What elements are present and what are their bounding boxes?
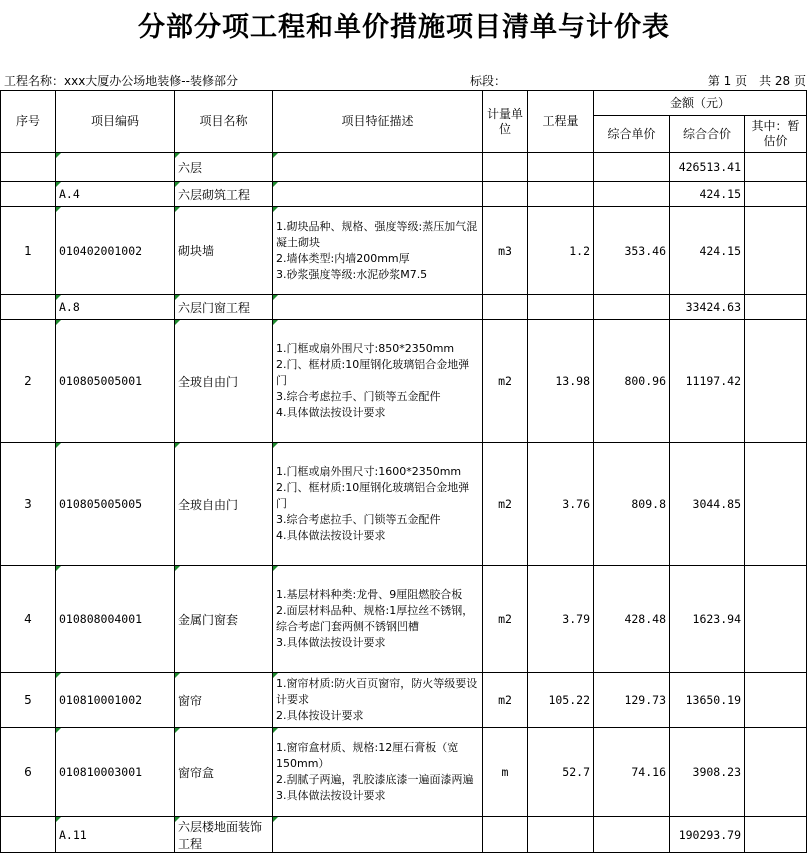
cell-total: 190293.79 <box>670 817 745 853</box>
cell-unit-price <box>594 817 670 853</box>
cell-desc <box>273 295 483 320</box>
table-body <box>1 153 807 853</box>
cell-code: A.11 <box>56 817 175 853</box>
desc-line: 1.门框或扇外围尺寸:850*2350mm <box>276 342 455 355</box>
desc-line: 4.具体做法按设计要求 <box>276 529 386 542</box>
cell-provisional <box>745 566 807 673</box>
cell-unit-price: 800.96 <box>594 320 670 443</box>
cell-unit-price <box>594 182 670 207</box>
table-row <box>1 182 807 207</box>
cell-name: 全玻自由门 <box>175 443 273 566</box>
desc-line: 3.综合考虑拉手、门锁等五金配件 <box>276 513 441 526</box>
cell-provisional <box>745 320 807 443</box>
desc-line: 2.面层材料品种、规格:1厚拉丝不锈钢，综合考虑门套两侧不锈钢凹槽 <box>276 604 474 633</box>
project-name: 工程名称：xxx大厦办公场地装修--装修部分 <box>4 74 238 88</box>
desc-line: 1.门框或扇外围尺寸:1600*2350mm <box>276 465 462 478</box>
header-unit: 计量单位 <box>483 91 528 153</box>
cell-qty: 1.2 <box>528 207 594 295</box>
cell-name: 窗帘盒 <box>175 728 273 817</box>
cell-total: 3044.85 <box>670 443 745 566</box>
cell-unit <box>483 817 528 853</box>
cell-unit <box>483 153 528 182</box>
cell-name: 金属门窗套 <box>175 566 273 673</box>
cell-provisional <box>745 295 807 320</box>
cell-total: 33424.63 <box>670 295 745 320</box>
header-seq: 序号 <box>1 91 56 153</box>
cell-code: 010810003001 <box>56 728 175 817</box>
cell-unit-price: 428.48 <box>594 566 670 673</box>
desc-line: 2.刮腻子两遍，乳胶漆底漆一遍面漆两遍 <box>276 773 474 786</box>
cell-seq <box>1 153 56 182</box>
table-row <box>1 728 807 817</box>
cell-unit: m2 <box>483 566 528 673</box>
desc-line: 2.墙体类型:内墙200mm厚 <box>276 251 410 265</box>
cell-qty: 3.79 <box>528 566 594 673</box>
cell-desc <box>273 566 483 673</box>
desc-line: 1.窗帘材质:防火百页窗帘，防火等级要设计要求 <box>276 677 478 706</box>
cell-desc <box>273 673 483 728</box>
cell-seq <box>1 295 56 320</box>
desc-line: 1.砌块品种、规格、强度等级:蒸压加气混凝土砌块 <box>276 219 478 249</box>
cell-desc <box>273 207 483 295</box>
cell-code <box>56 153 175 182</box>
header-unit-price: 综合单价 <box>594 116 670 153</box>
cell-unit <box>483 182 528 207</box>
cell-provisional <box>745 728 807 817</box>
cell-total: 426513.41 <box>670 153 745 182</box>
cell-unit-price: 809.8 <box>594 443 670 566</box>
cell-unit: m2 <box>483 443 528 566</box>
cell-desc <box>273 320 483 443</box>
header-total: 综合合价 <box>670 116 745 153</box>
desc-line: 3.砂浆强度等级:水泥砂浆M7.5 <box>276 267 428 281</box>
table-row <box>1 207 807 295</box>
cell-qty: 105.22 <box>528 673 594 728</box>
desc-line: 3.具体做法按设计要求 <box>276 789 386 802</box>
table-row <box>1 566 807 673</box>
cell-total: 1623.94 <box>670 566 745 673</box>
header-qty: 工程量 <box>528 91 594 153</box>
desc-line: 2.具体按设计要求 <box>276 709 364 722</box>
cell-qty <box>528 153 594 182</box>
cell-qty <box>528 182 594 207</box>
cell-qty: 52.7 <box>528 728 594 817</box>
table-row <box>1 673 807 728</box>
header-provisional: 其中：暂估价 <box>745 116 807 153</box>
cell-total: 424.15 <box>670 207 745 295</box>
table-row <box>1 320 807 443</box>
cell-seq: 3 <box>1 443 56 566</box>
cell-name: 全玻自由门 <box>175 320 273 443</box>
cell-unit-price: 129.73 <box>594 673 670 728</box>
cell-desc <box>273 153 483 182</box>
cell-qty <box>528 817 594 853</box>
page-indicator: 第 1 页 共 28 页 <box>707 74 806 88</box>
cell-unit <box>483 295 528 320</box>
cell-unit: m <box>483 728 528 817</box>
desc-line: 3.综合考虑拉手、门锁等五金配件 <box>276 390 441 403</box>
cell-desc <box>273 443 483 566</box>
cell-code: 010805005005 <box>56 443 175 566</box>
cell-code: 010808004001 <box>56 566 175 673</box>
cell-seq: 6 <box>1 728 56 817</box>
desc-line: 1.窗帘盒材质、规格:12厘石膏板（宽150mm） <box>276 741 459 770</box>
table-row <box>1 153 807 182</box>
cell-unit-price <box>594 153 670 182</box>
cell-provisional <box>745 207 807 295</box>
cell-code: 010805005001 <box>56 320 175 443</box>
cell-desc <box>273 728 483 817</box>
cell-name: 窗帘 <box>175 673 273 728</box>
cell-code: 010810001002 <box>56 673 175 728</box>
header-amount: 金额（元） <box>594 91 807 116</box>
cell-total: 3908.23 <box>670 728 745 817</box>
desc-line: 3.具体做法按设计要求 <box>276 636 386 649</box>
cell-unit-price <box>594 295 670 320</box>
desc-line: 2.门、框材质:10厘钢化玻璃铝合金地弹门 <box>276 358 470 387</box>
bill-table <box>0 90 807 853</box>
cell-desc <box>273 817 483 853</box>
cell-total: 424.15 <box>670 182 745 207</box>
cell-qty: 3.76 <box>528 443 594 566</box>
cell-unit: m2 <box>483 320 528 443</box>
cell-seq: 5 <box>1 673 56 728</box>
cell-code: A.4 <box>56 182 175 207</box>
desc-line: 2.门、框材质:10厘钢化玻璃铝合金地弹门 <box>276 481 470 510</box>
desc-line: 1.基层材料种类:龙骨、9厘阻燃胶合板 <box>276 588 463 601</box>
cell-provisional <box>745 443 807 566</box>
cell-name: 六层门窗工程 <box>175 295 273 320</box>
header-name: 项目名称 <box>175 91 273 153</box>
cell-total: 13650.19 <box>670 673 745 728</box>
cell-provisional <box>745 182 807 207</box>
cell-seq: 2 <box>1 320 56 443</box>
cell-name: 六层楼地面装饰工程 <box>175 817 273 853</box>
cell-unit-price: 353.46 <box>594 207 670 295</box>
desc-line: 4.具体做法按设计要求 <box>276 406 386 419</box>
page-title: 分部分项工程和单价措施项目清单与计价表 <box>138 12 670 43</box>
cell-qty <box>528 295 594 320</box>
table-row <box>1 295 807 320</box>
cell-desc <box>273 182 483 207</box>
table-row <box>1 817 807 853</box>
cell-provisional <box>745 817 807 853</box>
cell-code: A.8 <box>56 295 175 320</box>
header-desc: 项目特征描述 <box>273 91 483 153</box>
cell-total: 11197.42 <box>670 320 745 443</box>
cell-unit: m3 <box>483 207 528 295</box>
cell-provisional <box>745 153 807 182</box>
cell-name: 六层砌筑工程 <box>175 182 273 207</box>
cell-seq <box>1 817 56 853</box>
table-row <box>1 443 807 566</box>
section-label: 标段： <box>470 74 507 88</box>
cell-seq: 1 <box>1 207 56 295</box>
cell-code: 010402001002 <box>56 207 175 295</box>
cell-seq: 4 <box>1 566 56 673</box>
cell-unit: m2 <box>483 673 528 728</box>
cell-seq <box>1 182 56 207</box>
header-code: 项目编码 <box>56 91 175 153</box>
cell-unit-price: 74.16 <box>594 728 670 817</box>
cell-name: 六层 <box>175 153 273 182</box>
cell-name: 砌块墙 <box>175 207 273 295</box>
cell-provisional <box>745 673 807 728</box>
cell-qty: 13.98 <box>528 320 594 443</box>
